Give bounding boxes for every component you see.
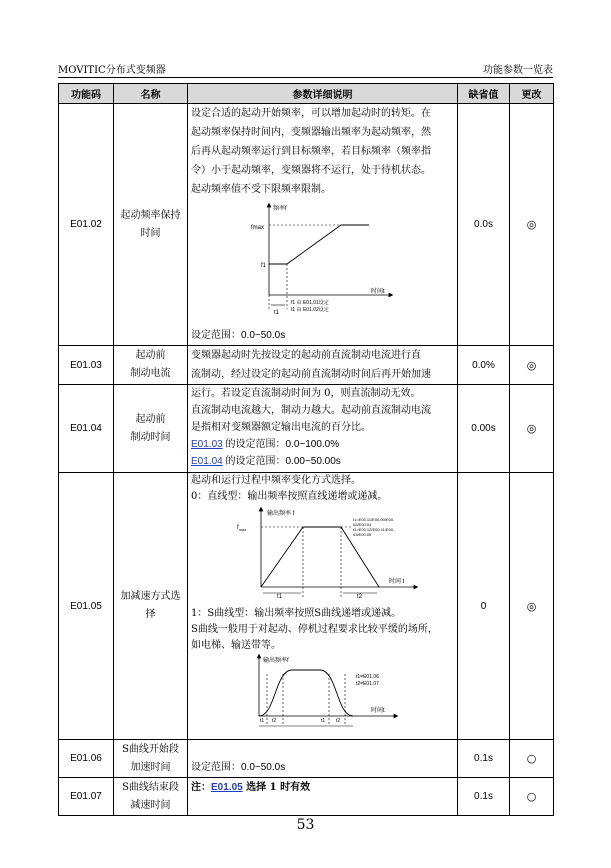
page-number: 53 [296, 817, 315, 833]
detail-line: 起动频率值不受下限频率限制。 [191, 184, 331, 195]
change-symbol: ◎ [510, 385, 554, 473]
default-value: 0 [458, 473, 510, 740]
detail-line: 运行。若设定直流制动时间为 0，则直流制动无效。 [191, 388, 421, 399]
col-header-detail: 参数详细说明 [188, 84, 458, 104]
parameter-table [58, 83, 554, 816]
header-section: 功能参数一览表 [483, 65, 553, 76]
table-row [59, 104, 554, 346]
param-name [114, 385, 188, 473]
param-name-line: S曲线开始段 [122, 743, 179, 755]
linear-accel-diagram [191, 505, 453, 600]
param-detail [188, 740, 458, 778]
table-row [59, 473, 554, 740]
header-divider [58, 77, 553, 78]
param-detail [188, 473, 458, 740]
t2-label: t2 [272, 718, 277, 724]
default-value: 0.0% [458, 346, 510, 385]
param-name [114, 740, 188, 778]
detail-line: 起动频率保持时间内，变频器输出频率为起动频率，然 [191, 127, 431, 138]
table-row [59, 385, 554, 473]
default-value: 0.1s [458, 778, 510, 816]
param-name-line: 起动前 [135, 350, 166, 361]
param-detail [188, 104, 458, 346]
param-name-line: 制动电流 [130, 368, 171, 379]
diagram-note: t1=E00.11/E00.00/E00. [353, 517, 395, 522]
default-value: 0.1s [458, 740, 510, 778]
diagram-note: t1 由 E01.02设定 [291, 307, 329, 313]
detail-line: 流制动，经过设定的起动前直流制动时间后再开始加速 [191, 369, 431, 380]
col-header-default: 缺省值 [458, 84, 510, 104]
t1-label: t1 [274, 310, 280, 316]
detail-line: 设定合适的起动开始频率，可以增加起动时的转矩。在 [191, 108, 431, 119]
detail-line: S曲线一般用于对起动、停机过程要求比较平缓的场所， [191, 624, 438, 635]
y-axis-label: 输出频率 f [267, 511, 295, 517]
param-link-e0104[interactable]: E01.04 [191, 456, 223, 467]
param-name [114, 778, 188, 816]
change-symbol: ○ [510, 778, 554, 816]
x-axis-label: 时间t [371, 289, 385, 295]
detail-line: 是指相对变频器额定输出电流的百分比。 [191, 422, 371, 433]
col-header-code: 功能码 [59, 84, 114, 104]
f1-label: f1 [261, 263, 267, 269]
range-line [191, 453, 454, 470]
param-name-line: 减速时间 [130, 799, 171, 811]
detail-line: 0：直线型：输出频率按照直线递增或递减。 [191, 491, 388, 502]
table-row [59, 740, 554, 778]
range-text: 的设定范围：0.00~50.00s [222, 456, 341, 467]
param-code: E01.05 [59, 473, 114, 740]
y-axis-label: 频率f [273, 206, 287, 212]
t1-label: t1 [321, 718, 326, 724]
param-name-line: 时间 [140, 227, 161, 239]
col-header-name: 名称 [114, 84, 188, 104]
table-row [59, 778, 554, 816]
y-axis-label: 输出频率f [263, 658, 289, 664]
change-symbol: ◎ [510, 104, 554, 346]
detail-line: 起动和运行过程中频率变化方式选择。 [191, 475, 361, 486]
param-name [114, 104, 188, 346]
detail-line: 直流制动电流越大，制动力越大。起动前直流制动电流 [191, 405, 431, 416]
param-detail [188, 778, 458, 816]
param-name [114, 473, 188, 740]
note-line [191, 778, 454, 797]
fmax-label [237, 525, 246, 532]
param-code: E01.03 [59, 346, 114, 385]
param-link-e0105[interactable]: E01.05 [211, 782, 243, 793]
diagram-note: t1=E00.12/E00.11/E00. [353, 527, 395, 532]
range-text: 的设定范围：0.0~100.0% [222, 439, 340, 450]
t2-label: t2 [357, 594, 363, 600]
setting-range: 设定范围：0.0~50.0s [191, 762, 286, 773]
header-title: MOVITIC分布式变频器 [58, 65, 166, 76]
change-symbol: ◎ [510, 473, 554, 740]
fmax-label: fmax [251, 225, 265, 231]
setting-range: 设定范围：0.0~50.0s [191, 330, 286, 341]
fmax-subscript: max [238, 527, 247, 532]
table-header-row [59, 84, 554, 104]
change-symbol: ○ [510, 740, 554, 778]
diagram-note: 03/E00.05 [353, 532, 372, 537]
param-code: E01.06 [59, 740, 114, 778]
diagram-note: f1 由 E01.01设定 [291, 300, 329, 306]
param-name-line: S曲线结束段 [122, 781, 179, 793]
detail-line: 如电梯、输送带等。 [191, 640, 281, 651]
default-value: 0.0s [458, 104, 510, 346]
param-name-line: 制动时间 [130, 431, 171, 443]
change-symbol: ◎ [510, 346, 554, 385]
diagram-note: 02/E00.04 [353, 522, 372, 527]
detail-line: 变频器起动时先按设定的起动前直流制动电流进行直 [191, 350, 421, 361]
start-frequency-diagram [191, 199, 453, 319]
t2-label: t2 [336, 718, 341, 724]
param-name-line: 起动频率保持 [120, 209, 181, 221]
s-curve [259, 670, 353, 716]
detail-line: 后再从起动频率运行到目标频率，若目标频率（频率指 [191, 146, 431, 157]
param-name-line: 加减速方式选 [120, 591, 181, 602]
x-axis-label: 时间 t [389, 579, 405, 585]
detail-line: 1：S曲线型：输出频率按照S曲线递增或递减。 [191, 608, 402, 619]
detail-line: 令）小于起动频率，变频器将不运行，处于待机状态。 [191, 165, 431, 176]
param-name-line: 起动前 [135, 413, 166, 425]
param-code: E01.04 [59, 385, 114, 473]
note-text: 选择 1 时有效 [242, 782, 311, 793]
range-line [191, 436, 454, 453]
t1-label: t1 [277, 594, 283, 600]
param-detail [188, 346, 458, 385]
default-value: 0.00s [458, 385, 510, 473]
col-header-change: 更改 [510, 84, 554, 104]
note-prefix: 注： [191, 782, 211, 793]
param-name-line: 择 [145, 609, 156, 620]
table-row [59, 346, 554, 385]
t1-label: t1 [260, 718, 265, 724]
diagram-note: t1=E01.06 [356, 674, 379, 680]
param-link-e0103[interactable]: E01.03 [191, 439, 223, 450]
param-code: E01.07 [59, 778, 114, 816]
diagram-note: t2=E01.07 [356, 681, 379, 687]
param-name-line: 加速时间 [130, 761, 171, 773]
s-curve-diagram [191, 654, 453, 732]
param-detail [188, 385, 458, 473]
param-name [114, 346, 188, 385]
fmax-base: f [237, 525, 239, 531]
param-code: E01.02 [59, 104, 114, 346]
frequency-curve [269, 225, 369, 264]
x-axis-label: 时间t [371, 708, 385, 714]
